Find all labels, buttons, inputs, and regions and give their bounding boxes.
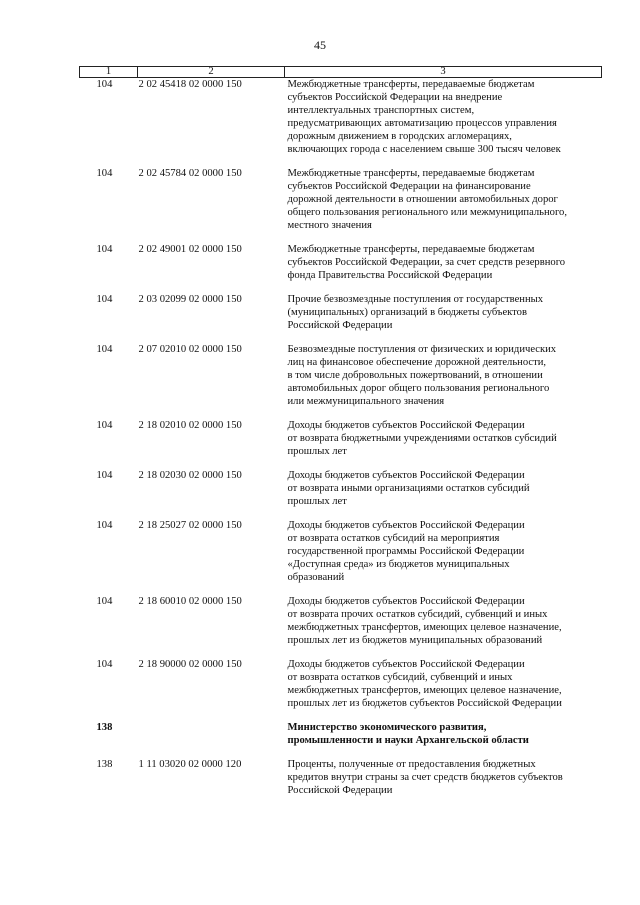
table-row [80,419,602,458]
description-line: или межмуниципального значения [287,396,445,407]
table-header-row [80,67,602,78]
administrator-code-cell: 104 [96,168,113,179]
budget-classification-code-cell: 2 03 02099 02 0000 150 [138,294,242,305]
table-row [80,721,602,747]
row-spacer-cell [80,584,602,595]
table-row [80,343,602,408]
income-description-cell [285,595,602,647]
income-description-cell [285,78,602,157]
description-line: Межбюджетные трансферты, передаваемые бюджетам [287,168,535,179]
description-line: Доходы бюджетов субъектов Российской Федерации [287,470,525,481]
administrator-code-cell: 104 [96,294,113,305]
row-spacer [80,232,602,243]
administrator-code-cell: 104 [96,470,113,481]
column-1-header: 1 [80,67,138,78]
administrator-code-cell: 138 [96,759,113,770]
description-line: Министерство экономического развития, [287,722,487,733]
description-line: прошлых лет [287,446,347,457]
row-spacer-cell [80,508,602,519]
description-line: дорожной деятельности в отношении автомобильных дорог [287,194,558,205]
description-line: прошлых лет из бюджетов субъектов Российской Федерации [287,698,562,709]
income-description-cell [285,167,602,232]
description-line: промышленности и науки Архангельской области [287,735,529,746]
row-spacer [80,584,602,595]
row-spacer [80,647,602,658]
column-3-header: 3 [285,67,602,78]
budget-code-table [79,66,602,797]
row-spacer [80,408,602,419]
row-spacer-cell [80,156,602,167]
administrator-code-cell: 104 [96,244,113,255]
table-row [80,243,602,282]
description-line: Межбюджетные трансферты, передаваемые бюджетам [287,244,535,255]
description-line: Доходы бюджетов субъектов Российской Федерации [287,596,525,607]
budget-classification-code-cell: 2 02 45784 02 0000 150 [138,168,242,179]
budget-classification-code-cell: 2 18 90000 02 0000 150 [138,659,242,670]
administrator-code-cell: 104 [96,420,113,431]
description-line: государственной программы Российской Федерации [287,546,525,557]
description-line: Российской Федерации [287,785,393,796]
description-line: межбюджетных трансфертов, имеющих целевое назначение, [287,685,562,696]
row-spacer-cell [80,747,602,758]
table-row [80,595,602,647]
row-spacer-cell [80,647,602,658]
table-row [80,167,602,232]
row-spacer [80,508,602,519]
budget-classification-code-cell: 2 02 49001 02 0000 150 [138,244,242,255]
administrator-code-cell: 104 [96,659,113,670]
description-line: Межбюджетные трансферты, передаваемые бюджетам [287,79,535,90]
description-line: образований [287,572,345,583]
description-line: фонда Правительства Российской Федерации [287,270,493,281]
column-2-header: 2 [138,67,285,78]
budget-classification-code-cell: 2 02 45418 02 0000 150 [138,79,242,90]
description-line: Российской Федерации [287,320,393,331]
description-line: от возврата остатков субсидий на мероприятия [287,533,500,544]
table-row [80,469,602,508]
budget-classification-code-cell: 2 18 60010 02 0000 150 [138,596,242,607]
administrator-code-cell: 138 [96,722,113,733]
description-line: субъектов Российской Федерации на внедрение [287,92,503,103]
description-line: от возврата бюджетными учреждениями остатков субсидий [287,433,557,444]
row-spacer-cell [80,232,602,243]
income-description-cell [285,519,602,584]
description-line: от возврата остатков субсидий, субвенций и иных [287,672,513,683]
description-line: Доходы бюджетов субъектов Российской Федерации [287,659,525,670]
description-line: в том числе добровольных пожертвований, в отношении [287,370,543,381]
administrator-code-cell: 104 [96,596,113,607]
income-description-cell [285,243,602,282]
row-spacer-cell [80,710,602,721]
income-description-cell [285,658,602,710]
description-line: межбюджетных трансфертов, имеющих целевое назначение, [287,622,562,633]
description-line: Безвозмездные поступления от физических и юридических [287,344,557,355]
description-line: лиц на финансовое обеспечение дорожной деятельности, [287,357,547,368]
income-description-cell [285,721,602,747]
description-line: включающих города с населением свыше 300 тысяч человек [287,144,561,155]
row-spacer [80,458,602,469]
table-row [80,758,602,797]
description-line: предусматривающих автоматизацию процессов управления [287,118,557,129]
description-line: кредитов внутри страны за счет средств бюджетов субъектов [287,772,563,783]
description-line: прошлых лет [287,496,347,507]
row-spacer-cell [80,458,602,469]
budget-classification-code-cell: 2 18 25027 02 0000 150 [138,520,242,531]
description-line: субъектов Российской Федерации, за счет средств резервного [287,257,566,268]
budget-classification-code-cell: 2 18 02030 02 0000 150 [138,470,242,481]
description-line: общего пользования регионального или межмуниципального, [287,207,567,218]
description-line: Доходы бюджетов субъектов Российской Федерации [287,520,525,531]
table-row [80,519,602,584]
row-spacer [80,156,602,167]
income-description-cell [285,343,602,408]
description-line: Проценты, полученные от предоставления бюджетных [287,759,536,770]
description-line: от возврата иными организациями остатков субсидий [287,483,530,494]
table-row [80,78,602,157]
income-description-cell [285,293,602,332]
description-line: (муниципальных) организаций в бюджеты субъектов [287,307,527,318]
row-spacer [80,282,602,293]
description-line: интеллектуальных транспортных систем, [287,105,475,116]
table-row [80,658,602,710]
table-body [80,78,602,798]
description-line: автомобильных дорог общего пользования регионального [287,383,550,394]
table-row [80,293,602,332]
administrator-code-cell: 104 [96,344,113,355]
budget-classification-code-cell: 1 11 03020 02 0000 120 [138,759,242,770]
budget-classification-code-cell [138,721,285,747]
description-line: местного значения [287,220,372,231]
row-spacer [80,332,602,343]
description-line: «Доступная среда» из бюджетов муниципальных [287,559,510,570]
income-description-cell [285,469,602,508]
row-spacer [80,710,602,721]
budget-classification-code-cell: 2 18 02010 02 0000 150 [138,420,242,431]
row-spacer [80,747,602,758]
row-spacer-cell [80,282,602,293]
row-spacer-cell [80,408,602,419]
description-line: Доходы бюджетов субъектов Российской Федерации [287,420,525,431]
row-spacer-cell [80,332,602,343]
page-number: 45 [314,38,326,52]
description-line: субъектов Российской Федерации на финансирование [287,181,531,192]
administrator-code-cell: 104 [96,520,113,531]
description-line: от возврата прочих остатков субсидий, субвенций и иных [287,609,548,620]
description-line: дорожным движением в городских агломерациях, [287,131,512,142]
income-description-cell [285,419,602,458]
administrator-code-cell: 104 [96,79,113,90]
income-description-cell [285,758,602,797]
budget-classification-code-cell: 2 07 02010 02 0000 150 [138,344,242,355]
description-line: прошлых лет из бюджетов муниципальных образований [287,635,543,646]
description-line: Прочие безвозмездные поступления от государственных [287,294,544,305]
